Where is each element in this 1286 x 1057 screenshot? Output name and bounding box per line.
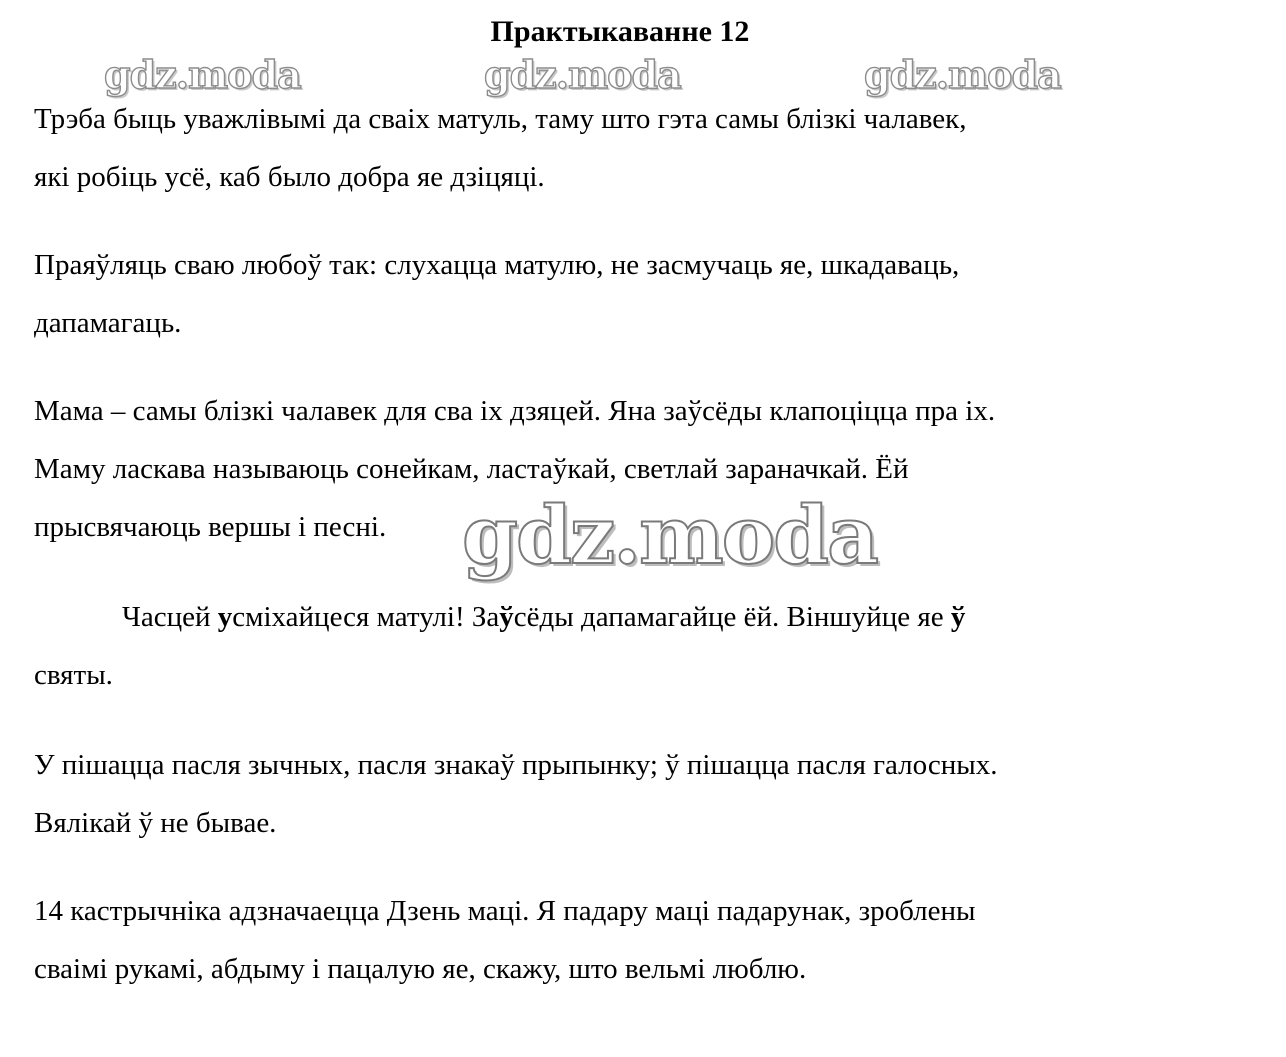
text-line: святы. [34, 659, 113, 691]
bold-letter: ў [499, 601, 514, 633]
text-line: сваімі рукамі, абдыму і пацалую яе, скажу, што вельмі люблю. [34, 953, 807, 985]
text-line: Трэба быць уважлівымі да сваіх матуль, таму што гэта самы блізкі чалавек, [34, 103, 967, 135]
text-line: дапамагаць. [34, 307, 182, 339]
text-line: 14 кастрычніка адзначаецца Дзень маці. Я падару маці падарунак, зроблены [34, 895, 976, 927]
text-run: сёды дапамагайце ёй. Віншуйце яе [513, 601, 951, 633]
watermark-logo-large: gdz.moda [462, 488, 877, 582]
text-line: які робіць усё, каб было добра яе дзіцяці. [34, 161, 545, 193]
bold-letter: у [217, 601, 233, 633]
page-title: Практыкаванне 12 [490, 15, 750, 48]
paragraph-2 [34, 236, 1264, 352]
text-run: сміхайцеся матулі! За [232, 601, 500, 633]
paragraph-5 [34, 736, 1264, 852]
watermark-logo: gdz.moda [864, 52, 1061, 97]
text-run: Часцей [122, 601, 218, 633]
text-line: прысвячаюць вершы і песні. [34, 511, 387, 543]
text-line: Праяўляць сваю любоў так: слухацца матулю, не засмучаць яе, шкадаваць, [34, 249, 960, 281]
watermark-logo: gdz.moda [484, 52, 681, 97]
paragraph-4 [34, 588, 1264, 704]
paragraph-6 [34, 882, 1264, 998]
text-line: Мама – самы блізкі чалавек для сва іх дзяцей. Яна заўсёды клапоціцца пра іх. [34, 395, 996, 427]
paragraph-1 [34, 90, 1264, 206]
text-line: У пішацца пасля зычных, пасля знакаў прыпынку; ў пішацца пасля галосных. [34, 749, 998, 781]
text-line [34, 588, 1264, 646]
text-line: Маму ласкава называюць сонейкам, ластаўкай, светлай зараначкай. Ёй [34, 453, 909, 485]
text-line: Вялікай ў не бывае. [34, 807, 277, 839]
bold-letter: ў [950, 601, 966, 633]
watermark-logo: gdz.moda [104, 52, 301, 97]
